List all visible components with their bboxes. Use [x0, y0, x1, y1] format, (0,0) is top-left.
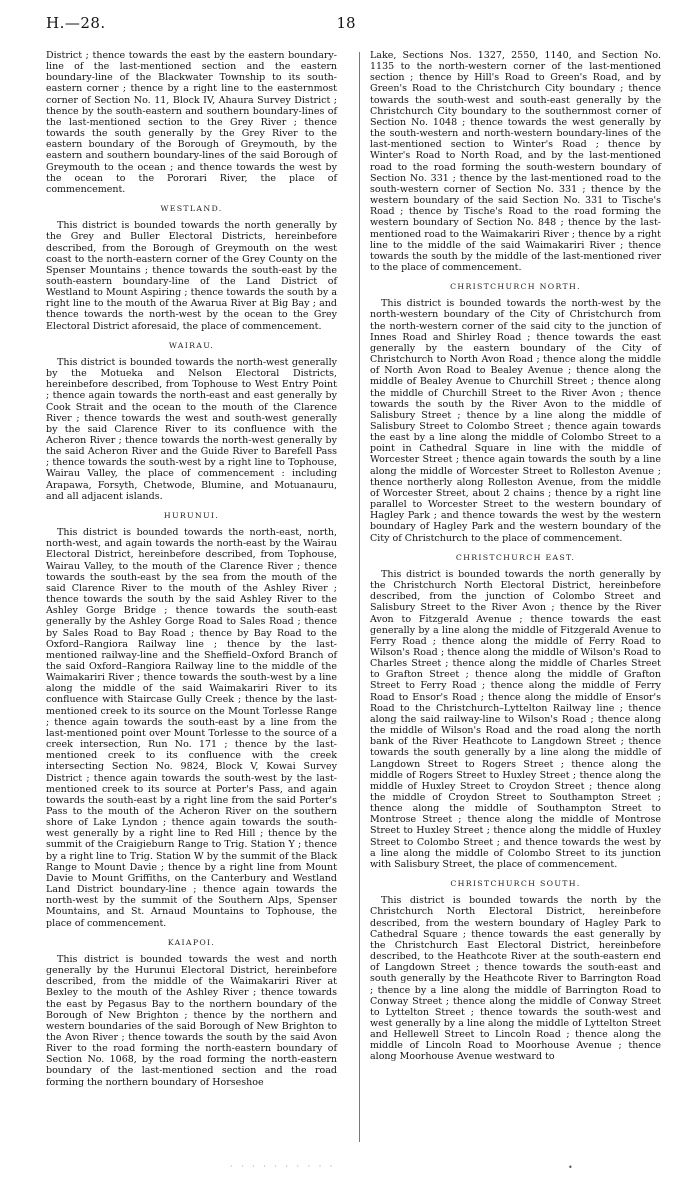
section-text-kaiapoi: This district is bounded towards the west and north generally by the Hurunui Electoral District, hereinbefore described, from the middle of the Waimakariri River at Bexley to the mouth of the Ashley River ; thence towards the east by Pegasus Bay to the northern boundary of the Borough of New Brighton ; thence by the northern and western boundaries of the said Borough of New Brighton to the Avon River ; thence towards the south by the said Avon River to the road forming the north-eastern boundary of Section No. 1068, by the road forming the north-eastern boundary of the last-mentioned section and the road forming the northern boundary of Horseshoe	[46, 953, 337, 1088]
section-heading-hurunui: HURUNUI.	[163, 510, 220, 520]
page-header	[46, 14, 646, 36]
section-heading-christchurch-east: CHRISTCHURCH EAST.	[455, 552, 576, 562]
section-text-wairau: This district is bounded towards the north-west generally by the Motueka and Nelson Electoral Districts, hereinbefore described, from Tophouse to West Entry Point ; thence again towards the north-east and east generally by Cook Strait and the ocean to the mouth of the Clarence River ; thence towards the west and south-west generally by the said Clarence River to its confluence with the Acheron River ; thence towards the north-west generally by the said Acheron River and the Guide River to Barefell Pass ; thence towards the south-west by a right line to Tophouse, Wairau Valley, the place of commencement : including Arapawa, Forsyth, Chetwode, Blumine, and Motuanauru, and all adjacent islands.	[46, 356, 337, 502]
continued-paragraph: District ; thence towards the east by the eastern boundary-line of the last-mentioned section and the eastern boundary-line of the Blackwater Township to its south-eastern corner ; thence by a right line to the easternmost corner of Section No. 11, Block IV, Ahaura Survey District ; thence by the south-eastern and southern boundary-lines of the last-mentioned section to the Grey River ; thence towards the south generally by the Grey River to the eastern boundary of the Borough of Greymouth, by the eastern and southern boundary-lines of the said Borough of Greymouth to the ocean ; and thence towards the west by the ocean to the Pororari River, the place of commencement.	[46, 50, 337, 195]
document-reference: H.—28.	[46, 14, 106, 32]
right-column	[370, 50, 661, 1067]
section-heading-christchurch-south: CHRISTCHURCH SOUTH.	[450, 879, 581, 889]
left-column	[46, 50, 337, 1092]
column-divider	[359, 52, 360, 1142]
section-heading-kaiapoi: KAIAPOI.	[167, 937, 216, 947]
section-heading-westland: WESTLAND.	[160, 204, 223, 214]
section-text-christchurch-east: This district is bounded towards the north generally by the Christchurch North Electoral District, hereinbefore described, from the junction of Colombo Street and Salisbury Street to the River Avon ; thence by the River Avon to Fitzgerald Avenue ; thence towards the east generally by a line along the middle of Fitzgerald Avenue to Ferry Road ; thence along the middle of Ferry Road to Wilson's Road ; thence along the middle of Wilson's Road to Charles Street ; thence along the middle of Charles Street to Grafton Street ; thence along the middle of Grafton Street to Ferry Road ; thence along the middle of Ferry Road to Ensor's Road ; thence along the middle of Ensor's Road to the Christchurch–Lyttelton Railway line ; thence along the said railway-line to Wilson's Road ; thence along the middle of Wilson's Road and the road along the north bank of the River Heathcote to Langdown Street ; thence towards the south generally by a line along the middle of Langdown Street to Rogers Street ; thence along the middle of Rogers Street to Huxley Street ; thence along the middle of Huxley Street to Croydon Street ; thence along the middle of Croydon Street to Southampton Street ; thence along the middle of Southampton Street to Montrose Street ; thence along the middle of Montrose Street to Huxley Street ; thence along the middle of Huxley Street to Colombo Street ; and thence towards the west by a line along the middle of Colombo Street to its junction with Salisbury Street, the place of commencement.	[370, 568, 661, 870]
section-text-westland: This district is bounded towards the north generally by the Grey and Buller Electoral Districts, hereinbefore described, from the Borough of Greymouth on the west coast to the north-eastern corner of the Grey County on the Spenser Mountains ; thence towards the south-east by the south-eastern boundary-line of the Land District of Westland to Mount Aspiring ; thence towards the south by a right line to the mouth of the Awarua River at Big Bay ; and thence towards the north-west by the ocean to the Grey Electoral District aforesaid, the place of commencement.	[46, 220, 337, 332]
continued-paragraph: Lake, Sections Nos. 1327, 2550, 1140, and Section No. 1135 to the north-western corner of the last-mentioned section ; thence by Hill's Road to Green's Road, and by Green's Road to the Christchurch City boundary ; thence towards the south-west and south-east generally by the Christchurch City boundary to the southernmost corner of Section No. 1048 ; thence towards the west generally by the south-western and north-western boundary-lines of the last-mentioned section to Winter's Road ; thence by Winter's Road to North Road, and by the last-mentioned road to the road forming the south-western boundary of Section No. 331 ; thence by the last-mentioned road to the south-western corner of Section No. 331 ; thence by the western boundary of the said Section No. 331 to Tische's Road ; thence by Tische's Road to the road forming the western boundary of Section No. 848 ; thence by the last-mentioned road to the Waimakariri River ; thence by a right line to the middle of the said Waimakariri River ; thence towards the south by the middle of the last-mentioned river to the place of commencement.	[370, 50, 661, 273]
section-text-christchurch-south: This district is bounded towards the north by the Christchurch North Electoral District, hereinbefore described, from the western boundary of Hagley Park to Cathedral Square ; thence towards the east generally by the Christchurch East Electoral District, hereinbefore described, to the Heathcote River at the south-eastern end of Langdown Street ; thence towards the south-east and south generally by the Heathcote River to Barrington Road ; thence by a line along the middle of Barrington Road to Conway Street ; thence along the middle of Conway Street to Lyttelton Street ; thence towards the south-west and west generally by a line along the middle of Lyttelton Street and Hellewell Street to Lincoln Road ; thence along the middle of Lincoln Road to Moorhouse Avenue ; thence along Moorhouse Avenue westward to	[370, 895, 661, 1063]
section-heading-wairau: WAIRAU.	[168, 340, 215, 350]
footer-mark: •	[568, 1163, 573, 1172]
section-heading-christchurch-north: CHRISTCHURCH NORTH.	[450, 282, 581, 292]
section-text-hurunui: This district is bounded towards the north-east, north, north-west, and again towards the north-east by the Wairau Electoral District, hereinbefore described, from Tophouse, Wairau Valley, to the mouth of the Clarence River ; thence towards the south-east by the sea from the mouth of the said Clarence River to the mouth of the Ashley River ; thence towards the south by the said Ashley River to the Ashley Gorge Bridge ; thence towards the south-east generally by the Ashley Gorge Road to Sales Road ; thence by Sales Road to Bay Road ; thence by Bay Road to the Oxford–Rangiora Railway line ; thence by the last-mentioned railway-line and the Sheffield–Oxford Branch of the said Oxford–Rangiora Railway line to the middle of the Waimakariri River ; thence towards the south-west by a line along the middle of the said Waimakariri River to its confluence with Staircase Gully Creek ; thence by the last-mentioned creek to its source on the Mount Torlesse Range ; thence again towards the south-east by a line from the last-mentioned point over Mount Torlesse to the source of a creek intersection, Run No. 171 ; thence by the last-mentioned creek to its confluence with the creek intersecting Section No. 9824, Block V, Kowai Survey District ; thence again towards the south-west by the last-mentioned creek to its source at Porter's Pass, and again towards the south-east by a right line from the said Porter's Pass to the mouth of the Acheron River on the southern shore of Lake Lyndon ; thence again towards the south-west generally by a right line to Red Hill ; thence by the summit of the Craigieburn Range to Trig. Station Y ; thence by a right line to Trig. Station W by the summit of the Black Range to Mount Davie ; thence by a right line from Mount Davie to Mount Griffiths, on the Canterbury and Westland Land District boundary-line ; thence again towards the north-west by the summit of the Southern Alps, Spenser Mountains, and St. Arnaud Mountains to Tophouse, the place of commencement.	[46, 527, 337, 929]
footer-dots: · · · · · · · · · ·	[230, 1162, 336, 1171]
section-text-christchurch-north: This district is bounded towards the north-west by the north-western boundary of the City of Christchurch from the north-western corner of the said city to the junction of Innes Road and Shirley Road ; thence towards the east generally by the eastern boundary of the City of Christchurch to North Avon Road ; thence along the middle of North Avon Road to Bealey Avenue ; thence along the middle of Bealey Avenue to Churchill Street ; thence along the middle of Churchill Street to the River Avon ; thence towards the south by the River Avon to the middle of Salisbury Street ; thence by a line along the middle of Salisbury Street to Colombo Street ; thence again towards the east by a line along the middle of Colombo Street to a point in Cathedral Square in line with the middle of Worcester Street ; thence again towards the south by a line along the middle of Worcester Street to Rolleston Avenue ; thence northerly along Rolleston Avenue, from the middle of Worcester Street, about 2 chains ; thence by a right line parallel to Worcester Street to the western boundary of Hagley Park ; and thence towards the west by the western boundary of Hagley Park and the western boundary of the City of Christchurch to the place of commencement.	[370, 298, 661, 544]
page-number: 18	[336, 14, 356, 32]
